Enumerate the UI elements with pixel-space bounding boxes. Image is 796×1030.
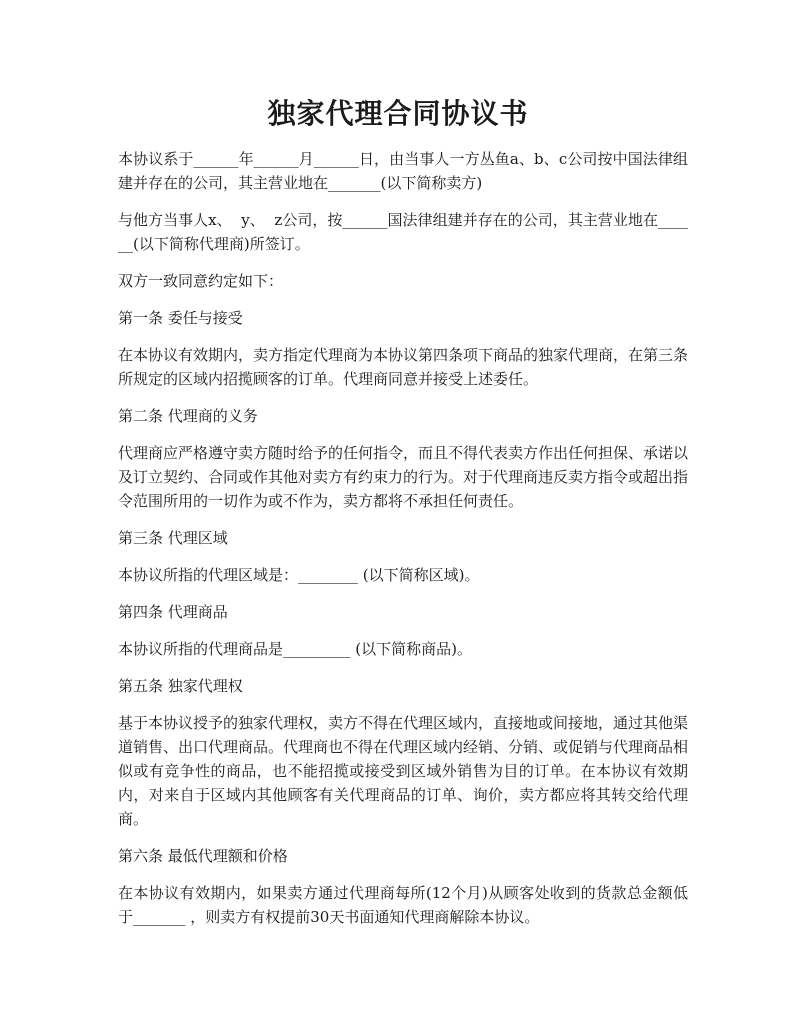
agreement-intro: 双方一致同意约定如下： (118, 272, 284, 290)
preamble-paragraph-2: 与他方当事人x、 y、 z公司，按______国法律组建并存在的公司，其主营业地在______(以下简称代理商)所签订。 (118, 211, 688, 253)
article-3-body: 本协议所指的代理区域是：________ (以下简称区域)。 (118, 566, 480, 584)
article-3-heading: 第三条 代理区域 (118, 529, 228, 547)
article-1-heading: 第一条 委任与接受 (118, 309, 243, 327)
document-title: 独家代理合同协议书 (267, 97, 529, 130)
article-1-body: 在本协议有效期内，卖方指定代理商为本协议第四条项下商品的独家代理商，在第三条所规定的区域内招揽顾客的订单。代理商同意并接受上述委任。 (118, 346, 689, 388)
article-2-body: 代理商应严格遵守卖方随时给予的任何指令，而且不得代表卖方作出任何担保、承诺以及订立契约、合同或作其他对卖方有约束力的行为。对于代理商违反卖方指令或超出指令范围所用的一切作为或不作为，卖方都将不承担任何责任。 (118, 444, 689, 510)
document-body (118, 147, 688, 942)
article-4-heading: 第四条 代理商品 (118, 603, 228, 621)
article-4-body: 本协议所指的代理商品是_________ (以下简称商品)。 (118, 640, 472, 658)
preamble-paragraph-1: 本协议系于______年______月______日，由当事人一方丛鱼a、b、c公司按中国法律组建并存在的公司，其主营业地在_______(以下简称卖方) (118, 150, 688, 192)
article-2-heading: 第二条 代理商的义务 (118, 407, 258, 425)
article-6-body: 在本协议有效期内，如果卖方通过代理商每所(12个月)从顾客处收到的货款总金额低于_______ ，则卖方有权提前30天书面通知代理商解除本协议。 (118, 884, 688, 926)
article-6-heading: 第六条 最低代理额和价格 (118, 847, 288, 865)
article-5-heading: 第五条 独家代理权 (118, 677, 243, 695)
article-5-body: 基于本协议授予的独家代理权，卖方不得在代理区域内，直接地或间接地，通过其他渠道销售、出口代理商品。代理商也不得在代理区域内经销、分销、或促销与代理商品相似或有竞争性的商品，也不能招揽或接受到区域外销售为目的订单。在本协议有效期内，对来自于区域内其他顾客有关代理商品的订单、询价，卖方都应将其转交给代理商。 (118, 714, 689, 828)
